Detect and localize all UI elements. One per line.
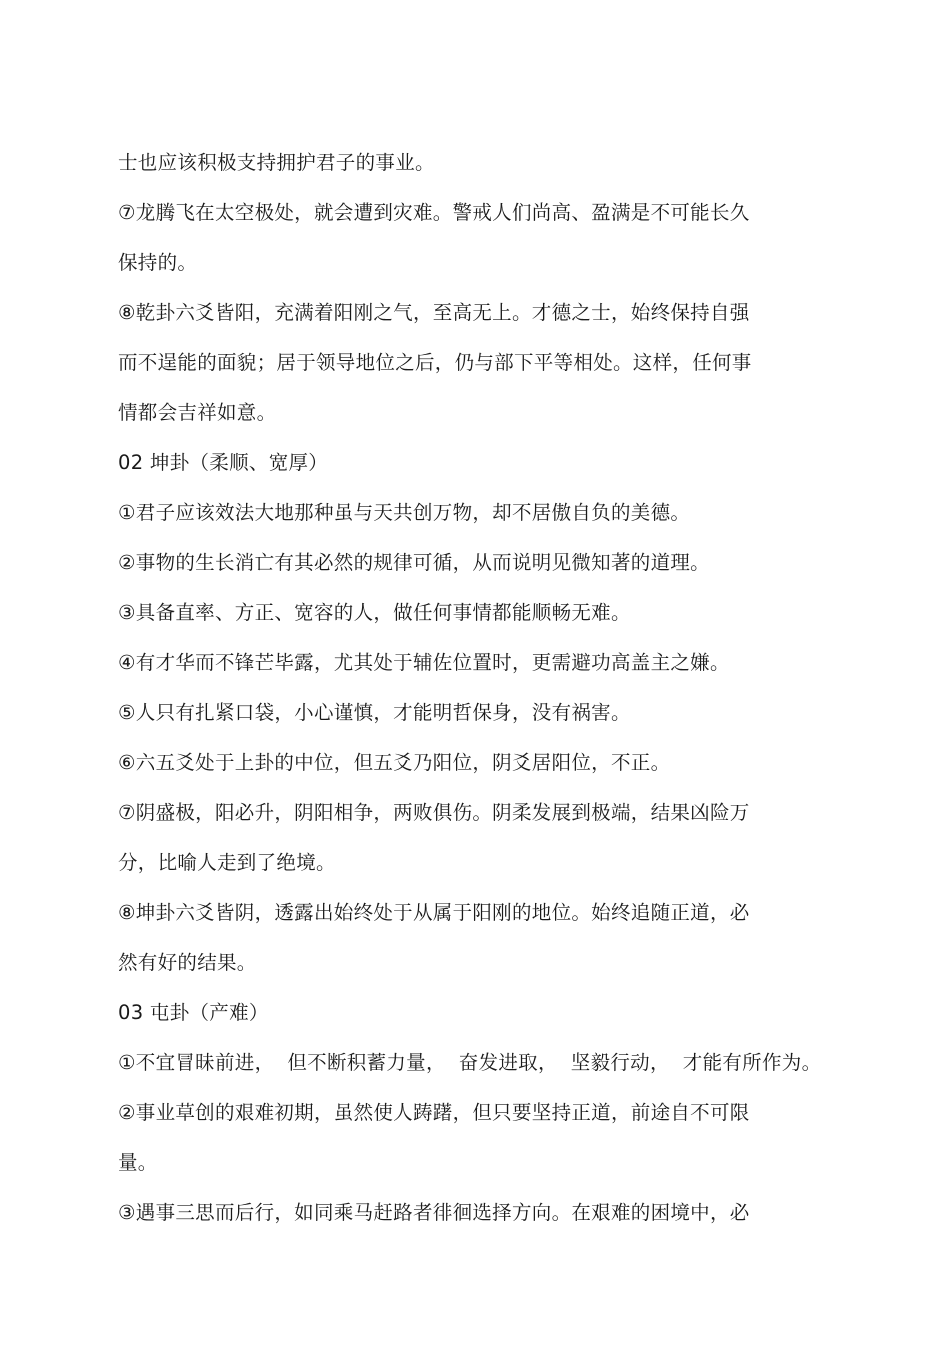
text-line: ⑦龙腾飞在太空极处，就会遭到灾难。警戒人们尚高、盈满是不可能长久 [118, 201, 750, 224]
text-line: ①君子应该效法大地那种虽与天共创万物，却不居傲自负的美德。 [118, 501, 691, 524]
document-body [118, 138, 858, 1238]
text-line: ⑦阴盛极，阳必升，阴阳相争，两败俱伤。阴柔发展到极端，结果凶险万 [118, 801, 750, 824]
text-line: 量。 [118, 1151, 158, 1174]
text-line: 分，比喻人走到了绝境。 [118, 851, 336, 874]
text-line: 保持的。 [118, 251, 198, 274]
section-heading: 02 坤卦（柔顺、宽厚） [118, 451, 329, 474]
text-line: ⑧坤卦六爻皆阴，透露出始终处于从属于阳刚的地位。始终追随正道，必 [118, 901, 750, 924]
text-line: ①不宜冒昧前进， 但不断积蓄力量， 奋发进取， 坚毅行动， 才能有所作为。 [118, 1051, 822, 1074]
text-line: ③具备直率、方正、宽容的人，做任何事情都能顺畅无难。 [118, 601, 631, 624]
text-line: 而不逞能的面貌；居于领导地位之后，仍与部下平等相处。这样，任何事 [118, 351, 752, 374]
text-line: ⑥六五爻处于上卦的中位，但五爻乃阳位，阴爻居阳位，不正。 [118, 751, 671, 774]
text-line: ④有才华而不锋芒毕露，尤其处于辅佐位置时，更需避功高盖主之嫌。 [118, 651, 730, 674]
text-line: ②事物的生长消亡有其必然的规律可循，从而说明见微知著的道理。 [118, 551, 710, 574]
text-line: 然有好的结果。 [118, 951, 257, 974]
text-line: ③遇事三思而后行，如同乘马赶路者徘徊选择方向。在艰难的困境中，必 [118, 1201, 750, 1224]
text-line: ②事业草创的艰难初期，虽然使人踌躇，但只要坚持正道，前途自不可限 [118, 1101, 750, 1124]
text-line: 情都会吉祥如意。 [118, 401, 277, 424]
text-line: ⑤人只有扎紧口袋，小心谨慎，才能明哲保身，没有祸害。 [118, 701, 631, 724]
text-line: 士也应该积极支持拥护君子的事业。 [118, 151, 435, 174]
text-line: ⑧乾卦六爻皆阳，充满着阳刚之气，至高无上。才德之士，始终保持自强 [118, 301, 750, 324]
section-heading: 03 屯卦（产难） [118, 1001, 269, 1024]
